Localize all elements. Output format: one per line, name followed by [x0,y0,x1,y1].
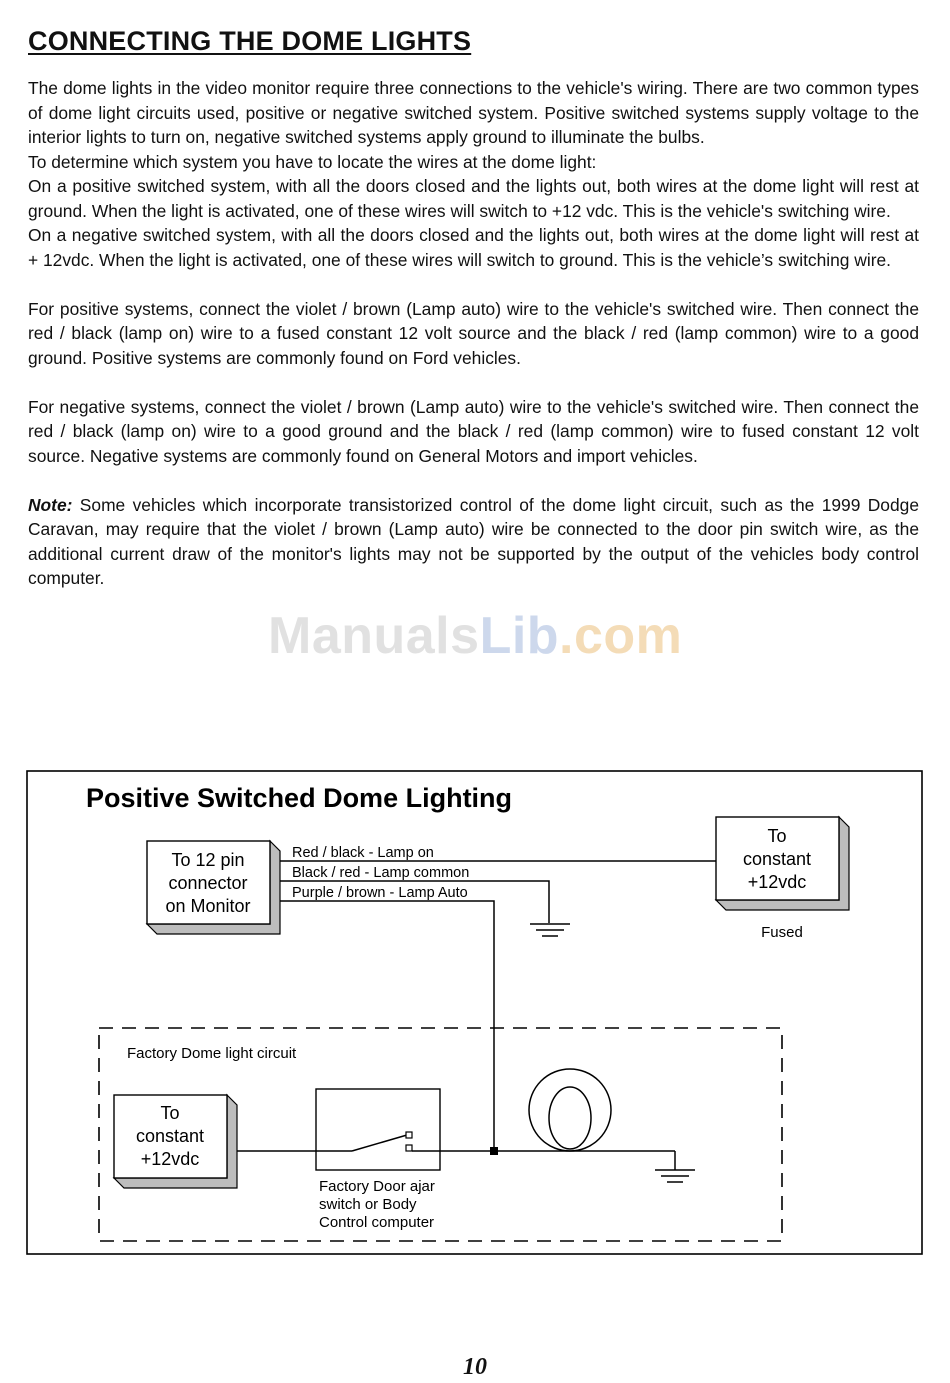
constant-top-line-2: constant [742,849,812,869]
wire-label-purple-brown: Purple / brown - Lamp Auto [292,885,468,901]
page-number: 10 [463,1354,487,1380]
paragraph-positive-wiring: For positive systems, connect the violet / brown (Lamp auto) wire to the vehicle's switched wire. Then connect the red / black (lamp on) wire to a fused constant 12 volt source and the black / red (lamp common) wire to a good ground. Positive systems are commonly found on Ford vehicles. [28,298,919,368]
switch-label-line-3: Control computer [319,1214,435,1231]
note-label: Note: [28,494,73,515]
constant-bottom-line-2: constant [135,1126,205,1146]
fused-label: Fused [761,924,803,941]
watermark-part-2: Lib [479,607,560,665]
constant-top-line-3: +12vdc [747,872,807,892]
factory-circuit-label: Factory Dome light circuit [127,1045,297,1062]
constant-top-line-1: To [767,826,787,846]
paragraph-intro: The dome lights in the video monitor require three connections to the vehicle's wiring. There are two common types of dome light circuits used, positive or negative switched system. Positive switched systems supply voltage to the interior lights to turn on, negative switched systems apply ground to illuminate the bulbs. [28,78,919,147]
constant-supply-box-top [716,817,849,910]
door-switch [237,1089,494,1170]
note-text: Some vehicles which incorporate transistorized control of the dome light circuit, such as the 1999 Dodge Caravan, may require that the violet / brown (Lamp auto) wire be connected to the door pin switch wire, as the additional current draw of the monitor's lights may not be supported by the output of the vehicles body control computer. [28,494,919,588]
paragraph-determine: To determine which system you have to locate the wires at the dome light: [28,151,597,172]
ground-symbol-lamp-common [530,924,570,936]
wire-label-black-red: Black / red - Lamp common [292,865,470,881]
ground-symbol-lamp [655,1151,695,1182]
paragraph-positive-system: On a positive switched system, with all the doors closed and the lights out, both wires at the dome light will rest at ground. When the light is activated, one of these wires will switch to +12 vdc. This is the vehicle's switching wire. [28,176,919,221]
constant-bottom-line-3: +12vdc [140,1149,200,1169]
dome-lamp-icon [494,1069,675,1151]
monitor-connector-box [147,841,280,934]
page-heading: CONNECTING THE DOME LIGHTS [28,26,472,56]
paragraph-negative-wiring: For negative systems, connect the violet / brown (Lamp auto) wire to the vehicle's switched wire. Then connect the red / black (lamp on) wire to a good ground and the black / red (lamp common) wire to fused constant 12 volt source. Negative systems are commonly found on General Motors and import vehicles. [28,396,919,466]
monitor-box-line-2: connector [168,873,248,893]
constant-supply-box-bottom [114,1095,237,1188]
watermark-part-3: .com [559,607,683,665]
diagram-title: Positive Switched Dome Lighting [86,783,513,813]
watermark-part-1: Manuals [268,607,480,665]
paragraph-negative-system: On a negative switched system, with all the doors closed and the lights out, both wires at the dome light will rest at + 12vdc. When the light is activated, one of these wires will switch to ground. This is the vehicle’s switching wire. [28,225,919,270]
monitor-box-line-3: on Monitor [165,896,251,916]
switch-label-line-2: switch or Body [319,1196,417,1213]
constant-bottom-line-1: To [160,1103,180,1123]
wire-label-red-black: Red / black - Lamp on [292,845,434,861]
monitor-box-line-1: To 12 pin [171,850,245,870]
switch-label-line-1: Factory Door ajar [319,1178,435,1195]
